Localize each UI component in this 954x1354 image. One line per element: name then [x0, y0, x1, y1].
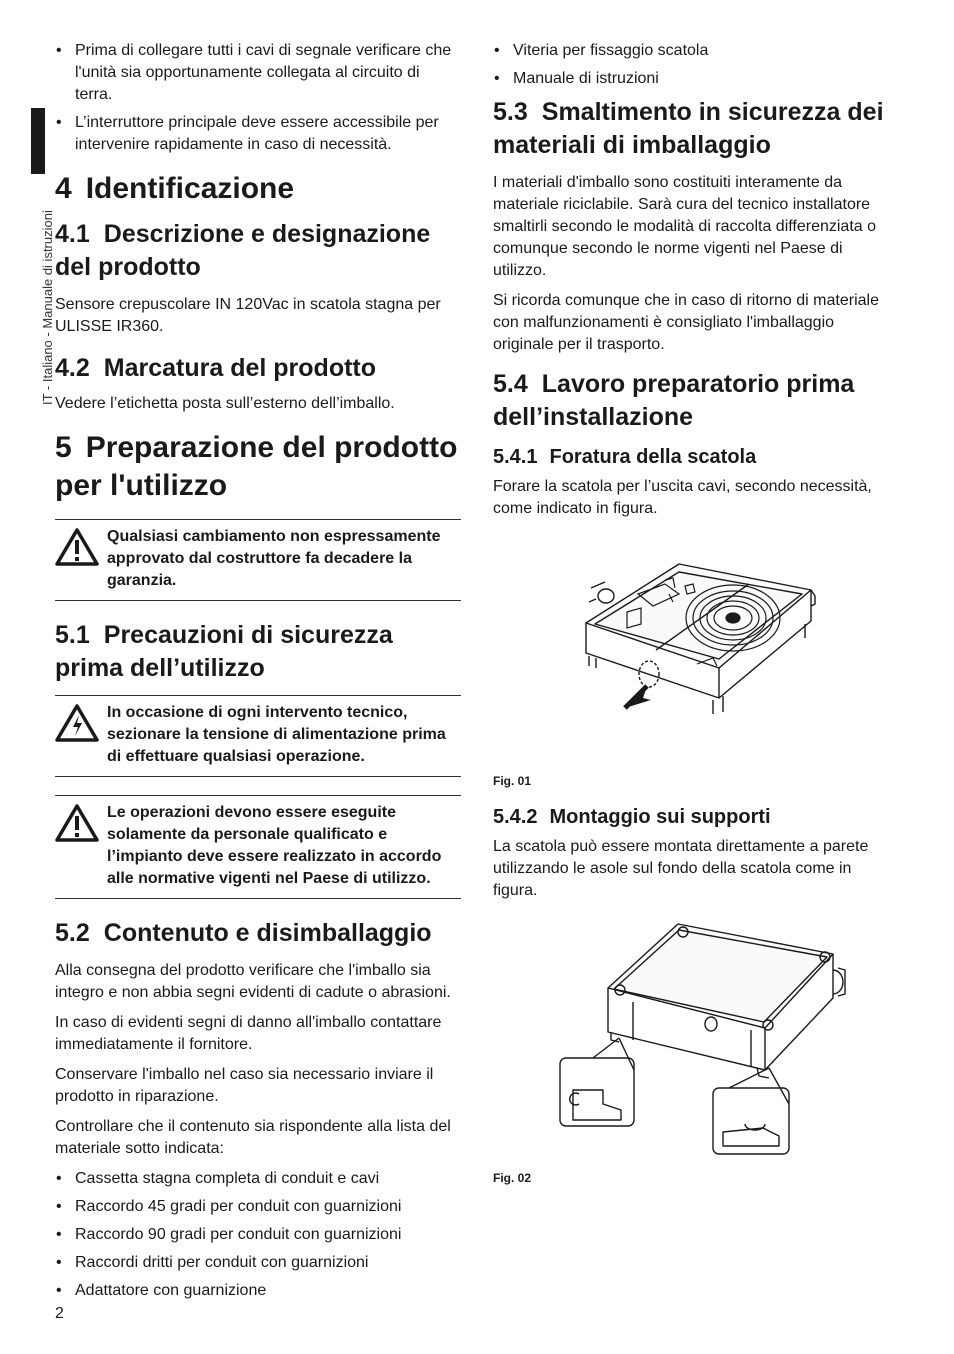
paragraph: Controllare che il contenuto sia rispondente alla lista del materiale sotto indicata: [55, 1118, 451, 1157]
list-item: • Prima di collegare tutti i cavi di segnale verificare che l'unità sia opportunamente collegata al circuito di terra. [56, 42, 452, 103]
list-item: • Viteria per fissaggio scatola [494, 42, 709, 59]
section-5-4-1-text: Forare la scatola per l’uscita cavi, secondo necessità, come indicato in figura. [493, 478, 872, 517]
paragraph: I materiali d'imballo sono costituiti interamente da materiale riciclabile. Sarà cura del tecnico installatore smaltirli secondo le modalità di raccolta differenziata o comunque secondo le norme vigenti nel Paese di utilizzo. [493, 174, 877, 279]
paragraph: Si ricorda comunque che in caso di ritorno di materiale con malfunzionamenti è consigliato l'imballaggio originale per il trasporto. [493, 292, 879, 353]
sidebar-label: IT - Italiano - Manuale di istruzioni [40, 210, 55, 405]
section-5-2-heading: 5.2 Contenuto e disimballaggio [55, 919, 432, 947]
section-5-4-2-heading: 5.4.2 Montaggio sui supporti [493, 806, 771, 828]
warning-text: In occasione di ogni intervento tecnico, sezionare la tensione di alimentazione prima di effettuare qualsiasi operazione. [107, 704, 446, 765]
intro-bullet-list [55, 40, 461, 156]
figure-caption: Fig. 02 [493, 1171, 532, 1185]
section-5-4-2-text: La scatola può essere montata direttamente a parete utilizzando le asole sul fondo della scatola come in figura. [493, 838, 869, 899]
list-item: • Raccordo 90 gradi per conduit con guarnizioni [56, 1226, 402, 1243]
section-5-1-heading: 5.1 Precauzioni di sicurezza prima dell’utilizzo [55, 621, 393, 682]
section-5-heading: 5 Preparazione del prodotto per l'utilizzo [55, 431, 458, 502]
list-item: • Adattatore con guarnizione [56, 1282, 267, 1299]
list-item: • Cassetta stagna completa di conduit e cavi [56, 1170, 380, 1187]
section-4-2-heading: 4.2 Marcatura del prodotto [55, 354, 377, 382]
warning-box-warranty [55, 519, 461, 601]
paragraph: Conservare l'imballo nel caso sia necessario inviare il prodotto in riparazione. [55, 1066, 434, 1105]
list-item: • Manuale di istruzioni [494, 70, 659, 87]
section-5-3-heading: 5.3 Smaltimento in sicurezza dei materiali di imballaggio [493, 98, 884, 159]
left-column [55, 40, 461, 1308]
contents-list [55, 1168, 461, 1302]
figure-02 [493, 910, 897, 1185]
list-item: • Raccordo 45 gradi per conduit con guarnizioni [56, 1198, 402, 1215]
page-number: 2 [55, 1305, 64, 1322]
right-column [493, 40, 897, 1185]
open-junction-box-illustration [493, 528, 897, 763]
section-4-2-text: Vedere l’etichetta posta sull’esterno dell’imballo. [55, 395, 395, 412]
electrical-hazard-icon [55, 702, 107, 768]
sidebar-marker [31, 108, 45, 174]
list-item: • Raccordi dritti per conduit con guarnizioni [56, 1254, 369, 1271]
figure-caption: Fig. 01 [493, 774, 532, 788]
mounted-box-illustration [493, 910, 897, 1160]
section-5-4-heading: 5.4 Lavoro preparatorio prima dell’installazione [493, 370, 855, 431]
figure-01 [493, 528, 897, 788]
warning-triangle-icon [55, 802, 107, 890]
paragraph: Alla consegna del prodotto verificare che l'imballo sia integro e non abbia segni evidenti di cadute o abrasioni. [55, 962, 451, 1001]
warning-text: Le operazioni devono essere eseguite solamente da personale qualificato e l’impianto deve essere realizzato in accordo alle normative vigenti nel Paese di utilizzo. [107, 804, 442, 887]
contents-list-continued [493, 40, 897, 90]
warning-text: Qualsiasi cambiamento non espressamente approvato dal costruttore fa decadere la garanzia. [107, 528, 441, 589]
section-4-heading: 4 Identificazione [55, 172, 295, 205]
warning-triangle-icon [55, 526, 107, 592]
list-item: • L’interruttore principale deve essere accessibile per intervenire rapidamente in caso di necessità. [56, 114, 439, 153]
warning-box-electrical [55, 695, 461, 777]
section-4-1-heading: 4.1 Descrizione e designazione del prodotto [55, 220, 431, 281]
warning-box-personnel [55, 795, 461, 899]
paragraph: In caso di evidenti segni di danno all'imballo contattare immediatamente il fornitore. [55, 1014, 442, 1053]
section-4-1-text: Sensore crepuscolare IN 120Vac in scatola stagna per ULISSE IR360. [55, 296, 441, 335]
section-5-4-1-heading: 5.4.1 Foratura della scatola [493, 446, 757, 468]
